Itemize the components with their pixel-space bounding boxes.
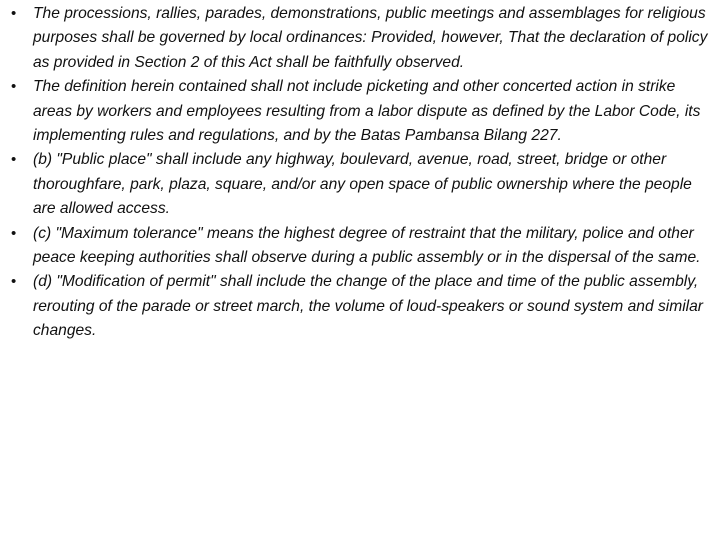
bullet-icon: • [11, 78, 17, 96]
bullet-text: (d) "Modification of permit" shall include the change of the place and time of the public assembly, rerouting of the parade or street march, the volume of loud-speakers or sound system and similar changes. [33, 273, 703, 340]
bullet-icon: • [11, 224, 17, 242]
bullet-text: (b) "Public place" shall include any highway, boulevard, avenue, road, street, bridge or other thoroughfare, park, plaza, square, and/or any open space of public ownership where the people are allowed access. [33, 151, 692, 218]
list-item [0, 222, 720, 271]
bullet-icon: • [11, 5, 17, 22]
list-item [0, 270, 720, 343]
bullet-text: (c) "Maximum tolerance" means the highest degree of restraint that the military, police and other peace keeping authorities shall observe during a public assembly or in the dispersal of the same. [33, 224, 701, 267]
list-item [0, 2, 720, 75]
bullet-icon: • [11, 151, 17, 169]
bullet-text: The processions, rallies, parades, demonstrations, public meetings and assemblages for religious purposes shall be governed by local ordinances: Provided, however, That the declaration of policy as provided in Section 2 of this Act shall be faithfully observed. [33, 5, 708, 71]
bullet-icon: • [11, 273, 17, 291]
list-item [0, 148, 720, 221]
bullet-text: The definition herein contained shall not include picketing and other concerted action in strike areas by workers and employees resulting from a labor dispute as defined by the Labor Code, its implementing rules and regulations, and by the Batas Pambansa Bilang 227. [33, 78, 701, 145]
list-item [0, 75, 720, 148]
